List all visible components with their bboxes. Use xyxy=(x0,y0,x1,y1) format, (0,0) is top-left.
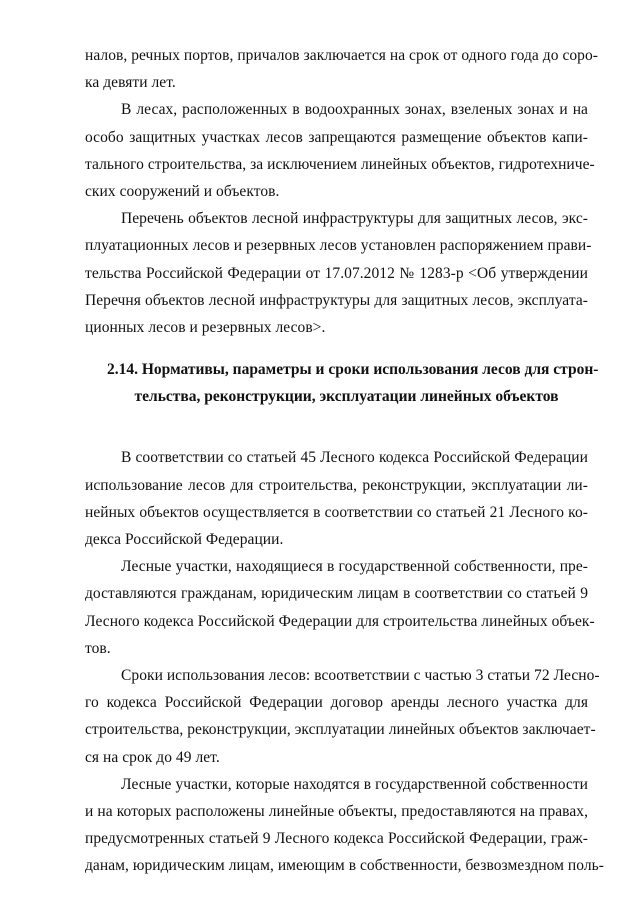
text-line: доставляются гражданам, юридическим лицам в соответствии со статьей 9 xyxy=(85,585,588,603)
text-line: го кодекса Российской Федерации договор аренды лесного участка для xyxy=(85,694,588,712)
text-line: использование лесов для строительства, реконструкции, эксплуатации ли- xyxy=(85,476,588,494)
text-line: Лесные участки, которые находятся в государственной собственности xyxy=(121,775,588,793)
paragraph-1 xyxy=(85,42,598,96)
text-line: налов, речных портов, причалов заключается на срок от одного года до соро- xyxy=(85,47,598,64)
text-line: и на которых расположены линейные объекты, предоставляются на правах, xyxy=(85,802,588,820)
text-line: Перечня объектов лесной инфраструктуры для защитных лесов, эксплуата- xyxy=(85,291,588,309)
text-line: В соответствии со статьей 45 Лесного кодекса Российской Федерации xyxy=(121,449,588,467)
text-line: ских сооружений и объектов. xyxy=(85,182,280,200)
text-line: Лесные участки, находящиеся в государственной собственности, пре- xyxy=(121,558,588,576)
text-line: строительства, реконструкции, эксплуатации линейных объектов заключает- xyxy=(85,721,596,739)
text-line: декса Российской Федерации. xyxy=(85,531,284,548)
section-heading-line-2: тельства, реконструкции, эксплуатации линейных объектов xyxy=(134,388,559,406)
text-line: тов. xyxy=(85,639,111,657)
text-line: Перечень объектов лесной инфраструктуры для защитных лесов, экс- xyxy=(121,210,588,228)
text-line: В лесах, расположенных в водоохранных зонах, взеленых зонах и на xyxy=(121,101,588,119)
text-line: тального строительства, за исключением линейных объектов, гидротехниче- xyxy=(85,155,595,173)
paragraph-3 xyxy=(85,205,592,341)
text-line: плуатационных лесов и резервных лесов установлен распоряжением прави- xyxy=(85,237,592,255)
paragraph-4 xyxy=(85,444,588,553)
text-line: данам, юридическим лицам, имеющим в собственности, безвозмездном поль- xyxy=(85,857,604,875)
text-line: ся на срок до 49 лет. xyxy=(85,748,220,766)
text-line: ционных лесов и резервных лесов>. xyxy=(85,318,326,336)
paragraph-6 xyxy=(85,662,600,771)
document-page xyxy=(85,42,604,879)
section-heading-line-1: 2.14. Нормативы, параметры и сроки использования лесов для строн- xyxy=(107,361,599,379)
section-heading xyxy=(85,356,599,410)
text-line: нейных объектов осуществляется в соответствии со статьей 21 Лесного ко- xyxy=(85,503,588,521)
text-line: Лесного кодекса Российской Федерации для строительства линейных объек- xyxy=(85,612,595,630)
text-line: тельства Российской Федерации от 17.07.2012 № 1283-р <Об утверждении xyxy=(85,264,588,282)
text-line: особо защитных участках лесов запрещаются размещение объектов капи- xyxy=(85,128,588,146)
text-line: Сроки использования лесов: всоответствии с частью 3 статьи 72 Лесно- xyxy=(121,666,600,684)
text-line: ка девяти лет. xyxy=(85,74,176,92)
paragraph-5 xyxy=(85,553,595,662)
text-line: предусмотренных статьей 9 Лесного кодекса Российской Федерации, граж- xyxy=(85,830,588,848)
paragraph-2 xyxy=(85,96,595,205)
paragraph-7 xyxy=(85,771,604,880)
